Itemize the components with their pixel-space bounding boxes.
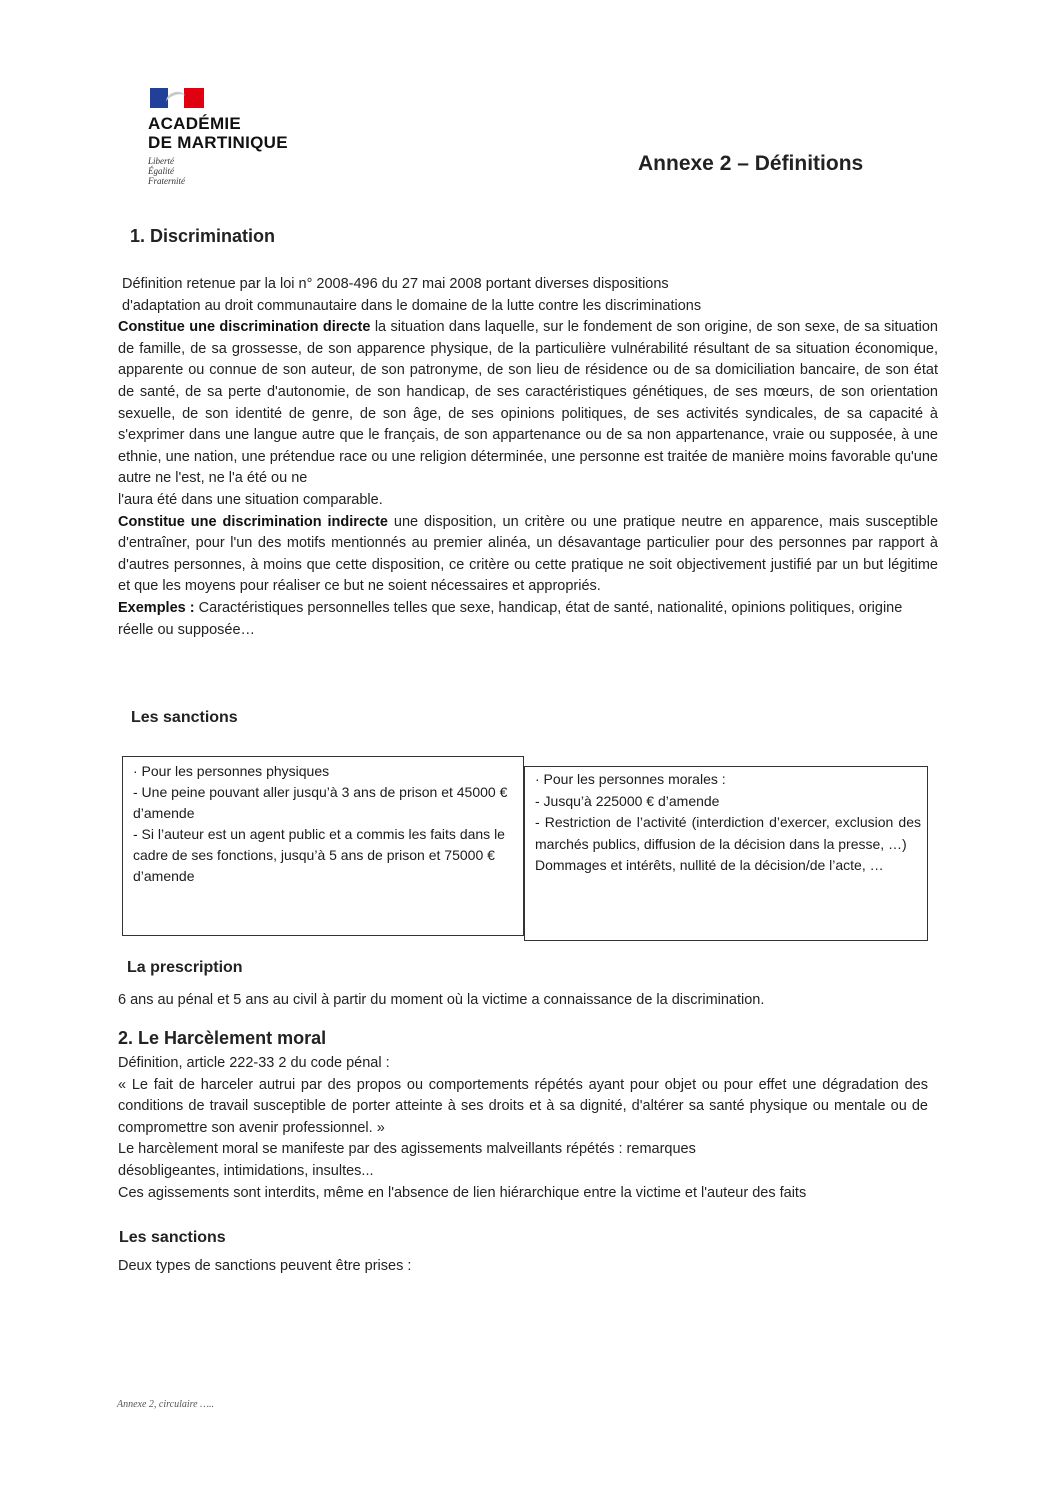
page-title: Annexe 2 – Définitions (638, 152, 864, 175)
examples-label: Exemples : (118, 599, 195, 616)
legal-persons-title: · Pour les personnes morales : (535, 771, 726, 787)
page-footer: Annexe 2, circulaire ….. (117, 1399, 215, 1410)
logo-motto (148, 156, 348, 186)
harcelement-manifest-line1: Le harcèlement moral se manifeste par des agissements malveillants répétés : remarques (118, 1141, 696, 1158)
legal-persons-restriction: - Restriction de l’activité (interdiction d’exercer, exclusion des marchés publics, diffusion de la décision dans la presse, …) (535, 814, 921, 852)
direct-discrimination-label: Constitue une discrimination directe (118, 319, 371, 336)
motto-egalite: Égalité (148, 166, 174, 176)
section-heading-harcelement: 2. Le Harcèlement moral (118, 1028, 327, 1048)
sanctions-physical-persons-cell (122, 756, 524, 936)
harcelement-def-intro: Définition, article 222-33 2 du code pénal : (118, 1055, 390, 1071)
definition-intro-line2: d'adaptation au droit communautaire dans le domaine de la lutte contre les discriminations (122, 297, 702, 314)
indirect-discrimination-text: une disposition, un critère ou une pratique neutre en apparence, mais susceptible d'entraîner, pour l'un des motifs mentionnés au premier alinéa, un désavantage particulier pour des personnes par rapport à d'autres personnes, à moins que cette disposition, ce critère ou cette pratique ne soit objectivement justifié par un but légitime et que les moyens pour réaliser ce but ne soient nécessaires et appropriés. (118, 513, 939, 595)
section-heading-discrimination: 1. Discrimination (130, 226, 276, 246)
physical-persons-penalty: - Une peine pouvant aller jusqu’à 3 ans de prison et 45000 € d’amende (133, 784, 508, 821)
direct-discrimination-tail: l'aura été dans une situation comparable. (118, 491, 383, 508)
prescription-heading: La prescription (127, 959, 243, 976)
prescription-text: 6 ans au pénal et 5 ans au civil à partir du moment où la victime a connaissance de la discrimination. (118, 992, 765, 1008)
logo-name-line1: ACADÉMIE (148, 114, 242, 133)
discrimination-definition (118, 274, 938, 641)
legal-persons-damages: Dommages et intérêts, nullité de la décision/de l’acte, … (535, 857, 884, 873)
sanctions-heading-2: Les sanctions (119, 1229, 226, 1246)
harcelement-definition (118, 1053, 928, 1204)
examples-paragraph (118, 598, 938, 641)
marianne-flag-icon (150, 88, 204, 108)
logo-name-line2: DE MARTINIQUE (148, 133, 288, 152)
motto-fraternite: Fraternité (148, 176, 185, 186)
harcelement-manifest-line2: désobligeantes, intimidations, insultes... (118, 1162, 374, 1179)
indirect-discrimination-label: Constitue une discrimination indirecte (118, 513, 388, 530)
sanctions-legal-persons-cell (524, 766, 928, 941)
sanctions-heading-1: Les sanctions (131, 709, 238, 726)
sanctions-table (122, 756, 928, 940)
physical-persons-title: · Pour les personnes physiques (133, 763, 330, 779)
harcelement-quote: « Le fait de harceler autrui par des propos ou comportements répétés ayant pour objet ou pour effet une dégradation des conditions de travail susceptible de porter atteinte à ses droits et à sa dignité, d'altérer sa santé physique ou mentale ou de compromettre son avenir professionnel. » (118, 1076, 928, 1136)
logo-name (148, 114, 348, 152)
legal-persons-fine: - Jusqu’à 225000 € d’amende (535, 792, 720, 809)
academie-logo (148, 88, 348, 186)
sanctions-intro-text: Deux types de sanctions peuvent être prises : (118, 1258, 412, 1274)
physical-persons-public-agent: - Si l’auteur est un agent public et a commis les faits dans le cadre de ses fonctions, jusqu’à 5 ans de prison et 75000 € d’amende (133, 826, 505, 884)
direct-discrimination-text: la situation dans laquelle, sur le fondement de son origine, de son sexe, de sa situation de famille, de sa grossesse, de son apparence physique, de la particulière vulnérabilité résultant de sa situation économique, apparente ou connue de son auteur, de son patronyme, de son lieu de résidence ou de sa domiciliation bancaire, de son état de santé, de sa perte d'autonomie, de son handicap, de ses caractéristiques génétiques, de ses mœurs, de son orientation sexuelle, de son identité de genre, de son âge, de ses opinions politiques, de ses activités syndicales, de sa capacité à s'exprimer dans une langue autre que le français, de son appartenance ou de sa non appartenance, vraie ou supposée, à une ethnie, une nation, une prétendue race ou une religion déterminée, une personne est traitée de manière moins favorable qu'une autre ne l'est, ne l'a été ou ne (118, 319, 938, 487)
motto-liberte: Liberté (148, 156, 174, 166)
examples-text: Caractéristiques personnelles telles que sexe, handicap, état de santé, nationalité, opinions politiques, origine réelle ou supposée… (118, 599, 903, 638)
direct-discrimination-paragraph (118, 317, 938, 490)
harcelement-forbidden: Ces agissements sont interdits, même en l'absence de lien hiérarchique entre la victime et l'auteur des faits (118, 1184, 807, 1201)
indirect-discrimination-paragraph (118, 512, 938, 598)
definition-intro-line1: Définition retenue par la loi n° 2008-496 du 27 mai 2008 portant diverses dispositions (122, 276, 669, 292)
